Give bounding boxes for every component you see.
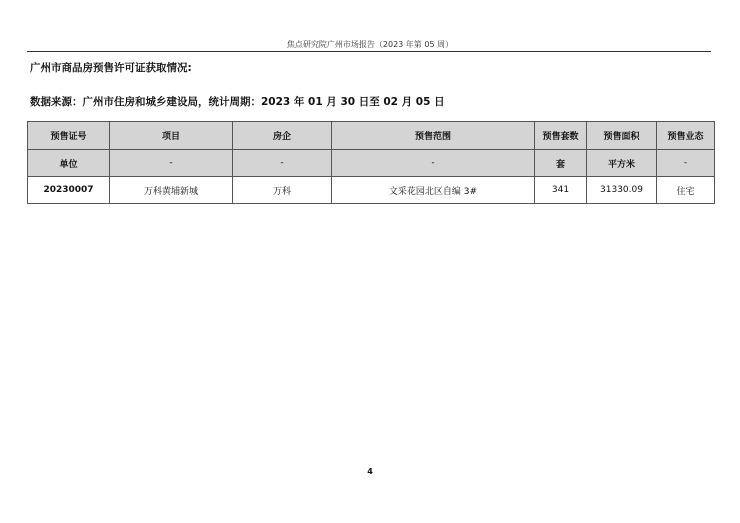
- column-header-unit-count: 预售套数: [535, 122, 587, 150]
- property-type-cell: 住宅: [657, 177, 715, 204]
- column-header-property-type: 预售业态: [657, 122, 715, 150]
- column-header-presale-scope: 预售范围: [332, 122, 535, 150]
- presale-permit-table: [27, 121, 715, 204]
- unit-cell: -: [332, 150, 535, 177]
- area-cell: 31330.09: [587, 177, 657, 204]
- permit-number-cell: 20230007: [28, 177, 110, 204]
- unit-cell: -: [657, 150, 715, 177]
- unit-cell: -: [110, 150, 233, 177]
- unit-label-cell: 单位: [28, 150, 110, 177]
- header-divider: [27, 51, 711, 52]
- developer-cell: 万科: [233, 177, 332, 204]
- unit-cell: 套: [535, 150, 587, 177]
- unit-cell: 平方米: [587, 150, 657, 177]
- column-header-developer: 房企: [233, 122, 332, 150]
- running-header: 焦点研究院广州市场报告（2023 年第 05 周）: [286, 40, 454, 49]
- unit-count-cell: 341: [535, 177, 587, 204]
- page-number: 4: [367, 467, 373, 476]
- project-cell: 万科黄埔新城: [110, 177, 233, 204]
- data-source-line: 数据来源：广州市住房和城乡建设局，统计周期：2023 年 01 月 30 日至 02 月 05 日: [30, 96, 445, 108]
- section-title: 广州市商品房预售许可证获取情况:: [30, 62, 192, 74]
- table-header-row: [28, 122, 715, 150]
- column-header-area: 预售面积: [587, 122, 657, 150]
- column-header-permit-number: 预售证号: [28, 122, 110, 150]
- unit-row: [28, 150, 715, 177]
- presale-scope-cell: 文采花园北区自编 3#: [332, 177, 535, 204]
- table-row: [28, 177, 715, 204]
- unit-cell: -: [233, 150, 332, 177]
- column-header-project: 项目: [110, 122, 233, 150]
